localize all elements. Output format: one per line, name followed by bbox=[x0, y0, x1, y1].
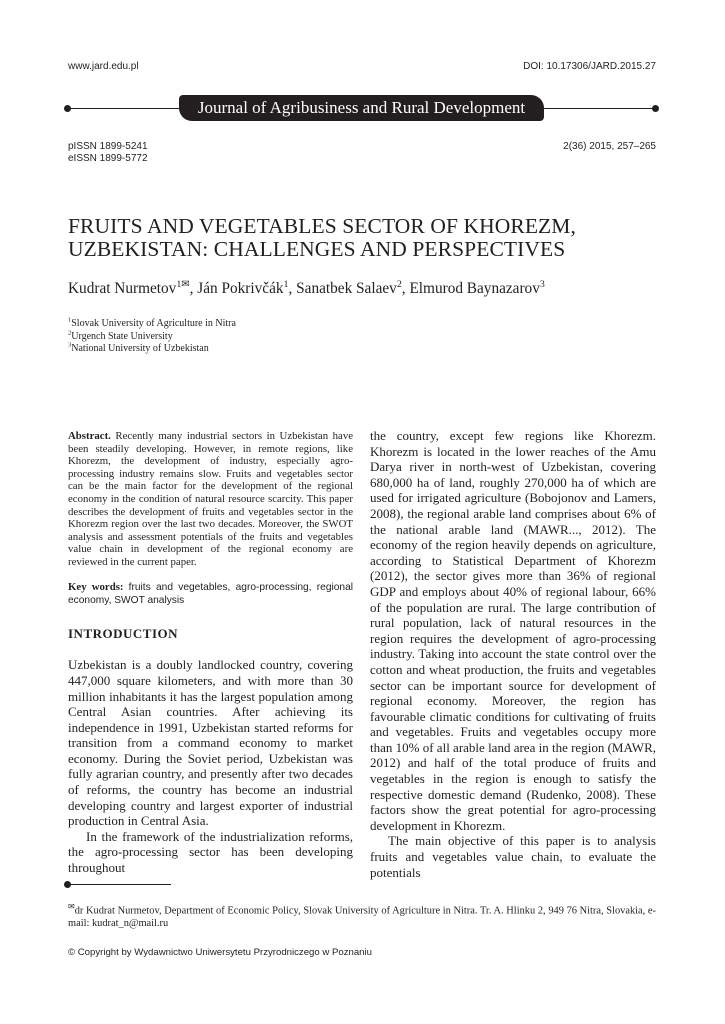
affiliations bbox=[68, 318, 236, 356]
doi[interactable]: DOI: 10.17306/JARD.2015.27 bbox=[523, 61, 656, 72]
banner-rule-left bbox=[68, 108, 180, 109]
keywords-text: fruits and vegetables, agro-processing, regional economy, SWOT analysis bbox=[68, 581, 354, 607]
intro-paragraph: the country, except few regions like Khorezm. Khorezm is located in the lower reaches of the Amu Darya river in north-west of Uzbekistan, covering 680,000 ha of land, roughly 270,000 ha of which are used for irrigated agriculture (Bobojonov and Lamers, 2008), the regional arable land comprises about 6% of the national arable land (MAWR..., 2012). The economy of the region heavily depends on agriculture, according to Statistical Department of Khorezm (2012), the sector gives more than 36% of regional GDP and employs about 40% of regional labour, 66% of the population are rural. The large contribution of rural population, lack of natural resources in the region requires the development of agro-processing industry. Taking into account the state control over the cotton and wheat production, the fruits and vegetables sector can be important source for development of regional economy. Moreover, the region has favourable climatic conditions for cultivating of fruits and vegetables. Fruits and vegetables occupy more than 10% of all arable land area in the region (MAWR, 2012) and half of the total produce of fruits and vegetables in the region is enough to satisfy the respective domestic demand (Rudenko, 2008). These factors show the great potential for agro-processing development in Khorezm. bbox=[370, 428, 656, 833]
author-list bbox=[68, 280, 545, 298]
issue-pages: 2(36) 2015, 257–265 bbox=[563, 141, 656, 152]
affiliation: $^2$Urgench State University bbox=[68, 329, 173, 342]
envelope-icon: ✉ bbox=[68, 902, 75, 911]
pissn: pISSN 1899-5241 bbox=[68, 141, 148, 152]
abstract bbox=[68, 430, 353, 569]
journal-name: Journal of Agribusiness and Rural Development bbox=[179, 95, 544, 121]
footnote-rule bbox=[68, 884, 171, 885]
intro-paragraph: Uzbekistan is a doubly landlocked country, covering 447,000 square kilometers, and with more than 30 million inhabitants it has the largest population among Central Asian countries. After achieving its independence in 1991, Uzbekistan started reforms for transition from a command economy to market economy. During the Soviet period, Uzbekistan was fully agrarian country, and presently after two decades of reforms, the country has become an industrial developing country and largest exporter of industrial production in Central Asia. bbox=[68, 657, 353, 829]
left-column bbox=[68, 430, 353, 876]
author: Elmurod Baynazarov$^3$ bbox=[409, 278, 545, 297]
corresponding-author-footnote bbox=[68, 900, 656, 930]
introduction-heading: INTRODUCTION bbox=[68, 625, 179, 641]
right-column bbox=[370, 428, 656, 880]
intro-paragraph: In the framework of the industrialization reforms, the agro-processing sector has been developing throughout bbox=[68, 828, 353, 876]
author: Kudrat Nurmetov$^{1✉}$, bbox=[68, 278, 198, 297]
journal-website[interactable]: www.jard.edu.pl bbox=[68, 61, 139, 72]
banner-rule-right bbox=[543, 108, 655, 109]
author: Ján Pokrivčák$^1$, bbox=[197, 278, 297, 297]
keywords bbox=[68, 581, 353, 608]
intro-paragraph: The main objective of this paper is to analysis fruits and vegetables value chain, to evaluate the potentials bbox=[370, 833, 656, 880]
banner-dot-right bbox=[652, 105, 659, 112]
eissn: eISSN 1899-5772 bbox=[68, 153, 148, 164]
copyright: © Copyright by Wydawnictwo Uniwersytetu Przyrodniczego w Poznaniu bbox=[68, 947, 372, 958]
footnote-dot bbox=[64, 881, 71, 888]
author: Sanatbek Salaev$^2$, bbox=[296, 278, 410, 297]
footnote-text: dr Kudrat Nurmetov, Department of Economic Policy, Slovak University of Agriculture in Nitra. Tr. A. Hlinku 2, 949 76 Nitra, Slovakia, e-mail: kudrat_n@mail.ru bbox=[68, 905, 656, 930]
title-line-2: UZBEKISTAN: CHALLENGES AND PERSPECTIVES bbox=[68, 237, 566, 261]
title-line-1: FRUITS AND VEGETABLES SECTOR OF KHOREZM, bbox=[68, 214, 576, 238]
keywords-label: Key words: bbox=[68, 580, 124, 593]
paper-title bbox=[68, 215, 576, 261]
abstract-label: Abstract. bbox=[68, 430, 111, 442]
banner-dot-left bbox=[64, 105, 71, 112]
affiliation: $^1$Slovak University of Agriculture in Nitra bbox=[68, 316, 236, 329]
issn-block bbox=[68, 141, 148, 165]
affiliation: $^3$National University of Uzbekistan bbox=[68, 341, 209, 354]
abstract-text: Recently many industrial sectors in Uzbekistan have been steadily developing. However, in remote regions, like Khorezm, the development of industry, especially agro-processing industry remains slow. Fruits and vegetables sector can be the main factor for the development of the regional economy in the condition of natural resource scarcity. This paper describes the development of fruits and vegetables sector in the Khorezm region over the last two decades. Moreover, the SWOT analysis and assessment potentials of the fruits and vegetables value chain in development of the regional economy are reviewed in the current paper. bbox=[68, 430, 354, 568]
